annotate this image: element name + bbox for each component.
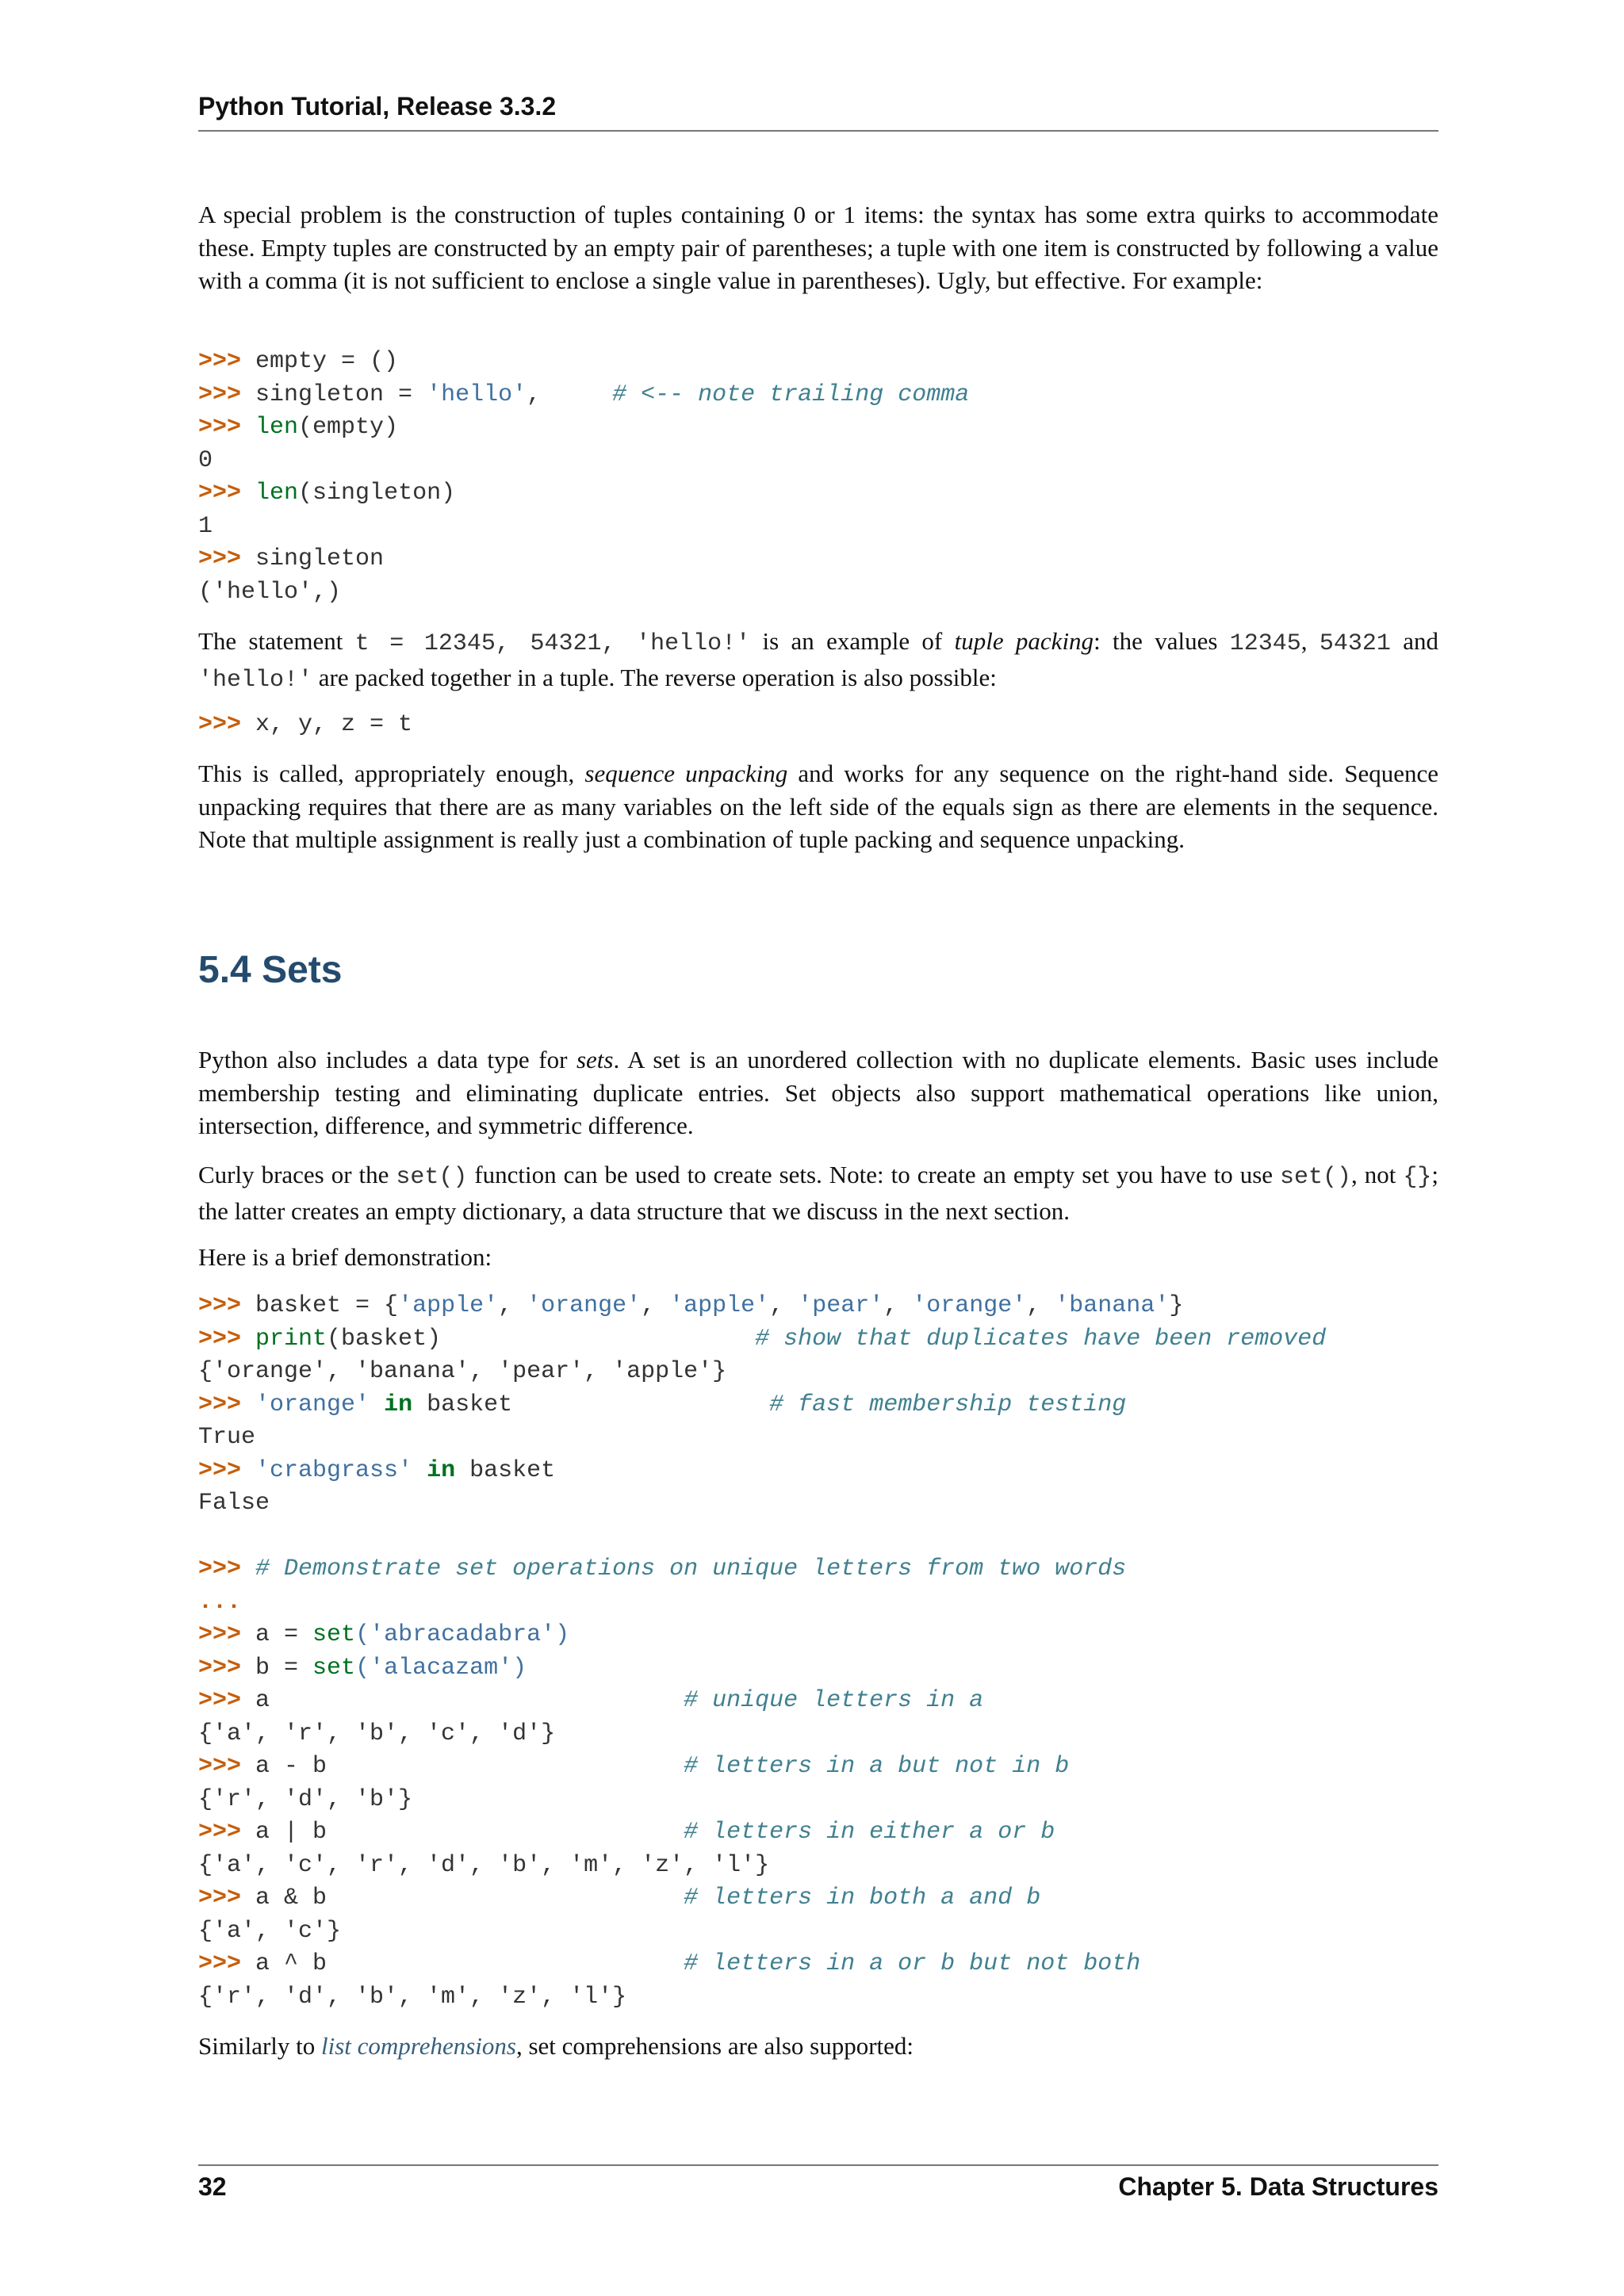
prompt: >>> bbox=[198, 348, 242, 375]
prompt: >>> bbox=[198, 414, 242, 441]
prompt: >>> bbox=[198, 1621, 242, 1648]
intro-paragraph: A special problem is the construction of tuples containing 0 or 1 items: the syntax has some extra quirks to accommodate these. Empty tuples are constructed by an empty pair of parentheses; a tuple with one item is constructed by following a value with a comma (it is not sufficient to enclose a single value in parentheses). Ugly, but effective. For example: bbox=[198, 201, 1438, 294]
document-page bbox=[198, 0, 1438, 2296]
chapter-name: Chapter 5. Data Structures bbox=[1118, 2172, 1438, 2201]
prompt: >>> bbox=[198, 1391, 242, 1418]
code-text: , bbox=[1026, 1292, 1055, 1319]
code-text: (empty) bbox=[298, 414, 399, 441]
code-comment: # unique letters in a bbox=[684, 1687, 984, 1714]
text-run: Python also includes a data type for bbox=[198, 1046, 576, 1073]
code-text: , bbox=[498, 1292, 527, 1319]
code-text: a & b bbox=[255, 1885, 684, 1911]
inline-code: 12345 bbox=[1229, 630, 1301, 657]
header-rule bbox=[198, 130, 1438, 132]
section-title: 5.4 Sets bbox=[198, 949, 343, 991]
code-output: True bbox=[198, 1424, 256, 1451]
code-output: {'a', 'c'} bbox=[198, 1917, 342, 1945]
prompt: >>> bbox=[198, 1753, 242, 1780]
text-run: and bbox=[1390, 627, 1439, 655]
prompt: >>> bbox=[198, 1687, 242, 1714]
prompt: >>> bbox=[198, 1292, 242, 1319]
code-block-sets bbox=[198, 1290, 1326, 2014]
inline-code: t = 12345, 54321, 'hello!' bbox=[354, 630, 751, 657]
string-literal: 'banana' bbox=[1055, 1292, 1170, 1319]
code-comment: # letters in either a or b bbox=[684, 1819, 1055, 1846]
sets-intro-paragraph bbox=[198, 1043, 1438, 1142]
string-literal: ('alacazam') bbox=[355, 1654, 527, 1682]
code-output: {'r', 'd', 'b'} bbox=[198, 1785, 413, 1813]
code-text: } bbox=[1169, 1292, 1184, 1319]
inline-code: 54321 bbox=[1319, 630, 1391, 657]
string-literal: 'crabgrass' bbox=[255, 1456, 413, 1484]
code-text: , bbox=[769, 1292, 799, 1319]
builtin-name: len bbox=[255, 480, 299, 507]
code-text: a - b bbox=[255, 1753, 684, 1780]
text-run: , not bbox=[1351, 1161, 1404, 1188]
text-run: . A set is an unordered collection with no duplicate elements. Basic uses include membership testing and eliminating duplicate entries. Set objects also support mathematical operations like union, intersection, difference, and symmetric difference. bbox=[198, 1046, 1438, 1139]
text-run: : the values bbox=[1094, 627, 1230, 655]
code-text: (basket) bbox=[327, 1325, 756, 1353]
code-comment: # letters in a but not in b bbox=[684, 1753, 1070, 1780]
string-literal: 'orange' bbox=[912, 1292, 1027, 1319]
inline-code: 'hello!' bbox=[198, 666, 313, 694]
list-comprehensions-link[interactable]: list comprehensions bbox=[321, 2032, 516, 2060]
keyword: in bbox=[427, 1456, 456, 1484]
builtin-name: set bbox=[312, 1621, 356, 1648]
code-comment: # show that duplicates have been removed bbox=[755, 1325, 1327, 1353]
code-output: {'r', 'd', 'b', 'm', 'z', 'l'} bbox=[198, 1983, 627, 2011]
code-output: 1 bbox=[198, 512, 213, 540]
code-block-tuples bbox=[198, 346, 969, 609]
builtin-name: set bbox=[312, 1654, 356, 1682]
code-text: a bbox=[255, 1687, 684, 1714]
code-text: a = bbox=[255, 1621, 313, 1648]
code-text: (singleton) bbox=[298, 480, 456, 507]
text-run: is an example of bbox=[750, 627, 955, 655]
text-run: ; the latter creates an empty dictionary, a data structure that we discuss in the next section. bbox=[198, 1161, 1438, 1225]
prompt: >>> bbox=[198, 480, 242, 507]
inline-code: set() bbox=[396, 1164, 468, 1191]
emphasized-term: tuple packing bbox=[954, 627, 1094, 655]
footer-rule bbox=[198, 2164, 1438, 2166]
demo-intro-paragraph: Here is a brief demonstration: bbox=[198, 1243, 492, 1271]
code-comment: # letters in both a and b bbox=[684, 1885, 1041, 1911]
code-text: basket bbox=[455, 1456, 556, 1484]
text-run: , bbox=[1300, 627, 1320, 655]
text-run: Similarly to bbox=[198, 2032, 321, 2060]
page-number: 32 bbox=[198, 2172, 227, 2201]
code-text: basket = { bbox=[255, 1292, 399, 1319]
code-text: , bbox=[641, 1292, 670, 1319]
code-text: a ^ b bbox=[255, 1950, 684, 1977]
prompt: >>> bbox=[198, 1654, 242, 1682]
code-output: {'orange', 'banana', 'pear', 'apple'} bbox=[198, 1358, 727, 1385]
emphasized-term: sets bbox=[576, 1046, 614, 1073]
string-literal: 'apple' bbox=[398, 1292, 499, 1319]
text-run: Curly braces or the bbox=[198, 1161, 396, 1188]
text-run: This is called, appropriately enough, bbox=[198, 760, 585, 787]
packing-paragraph bbox=[198, 625, 1438, 697]
code-output: {'a', 'r', 'b', 'c', 'd'} bbox=[198, 1720, 556, 1747]
code-comment: # fast membership testing bbox=[769, 1391, 1127, 1418]
code-text: basket bbox=[412, 1391, 770, 1418]
builtin-name: print bbox=[255, 1325, 327, 1353]
emphasized-term: sequence unpacking bbox=[584, 760, 788, 787]
string-literal: 'orange' bbox=[527, 1292, 642, 1319]
string-literal: 'apple' bbox=[669, 1292, 770, 1319]
continuation-prompt: ... bbox=[198, 1588, 242, 1616]
curly-braces-paragraph bbox=[198, 1158, 1438, 1227]
unpacking-paragraph bbox=[198, 757, 1438, 856]
code-text: a | b bbox=[255, 1819, 684, 1846]
code-output: ('hello',) bbox=[198, 578, 342, 606]
prompt: >>> bbox=[198, 1950, 242, 1977]
code-text: , bbox=[883, 1292, 913, 1319]
code-text: singleton = bbox=[255, 381, 427, 408]
string-literal: 'hello' bbox=[427, 381, 527, 408]
code-text: x, y, z = t bbox=[255, 711, 413, 738]
code-text: empty = () bbox=[255, 348, 399, 375]
prompt: >>> bbox=[198, 1325, 242, 1353]
prompt: >>> bbox=[198, 1456, 242, 1484]
prompt: >>> bbox=[198, 711, 242, 738]
running-header: Python Tutorial, Release 3.3.2 bbox=[198, 92, 557, 121]
code-text: singleton bbox=[255, 545, 385, 572]
code-text: b = bbox=[255, 1654, 313, 1682]
string-literal: 'orange' bbox=[255, 1391, 370, 1418]
code-comment: # Demonstrate set operations on unique letters from two words bbox=[255, 1556, 1127, 1582]
prompt: >>> bbox=[198, 1819, 242, 1846]
text-run: , set comprehensions are also supported: bbox=[515, 2032, 914, 2060]
text-run: and works for any sequence on the right-hand side. Sequence unpacking requires that there are as many variables on the left side of the equals sign as there are elements in the sequence. Note that multiple assignment is really just a combination of tuple packing and sequence unpacking. bbox=[198, 760, 1438, 853]
text-run: are packed together in a tuple. The reverse operation is also possible: bbox=[312, 663, 997, 691]
prompt: >>> bbox=[198, 381, 242, 408]
keyword: in bbox=[384, 1391, 413, 1418]
code-output: False bbox=[198, 1490, 270, 1517]
code-comment: # <-- note trailing comma bbox=[612, 381, 970, 408]
text-run: function can be used to create sets. Note: to create an empty set you have to use bbox=[467, 1161, 1281, 1188]
closing-paragraph bbox=[198, 2030, 1438, 2063]
prompt: >>> bbox=[198, 545, 242, 572]
inline-code: set() bbox=[1280, 1164, 1352, 1191]
inline-code: {} bbox=[1403, 1164, 1432, 1191]
string-literal: 'pear' bbox=[798, 1292, 884, 1319]
prompt: >>> bbox=[198, 1885, 242, 1911]
code-block-unpack bbox=[198, 709, 412, 742]
builtin-name: len bbox=[255, 414, 299, 441]
prompt: >>> bbox=[198, 1556, 242, 1582]
string-literal: ('abracadabra') bbox=[355, 1621, 570, 1648]
code-output: 0 bbox=[198, 446, 213, 474]
code-output: {'a', 'c', 'r', 'd', 'b', 'm', 'z', 'l'} bbox=[198, 1851, 770, 1879]
code-comment: # letters in a or b but not both bbox=[684, 1950, 1141, 1977]
text-run: The statement bbox=[198, 627, 355, 655]
code-text: , bbox=[527, 381, 613, 408]
